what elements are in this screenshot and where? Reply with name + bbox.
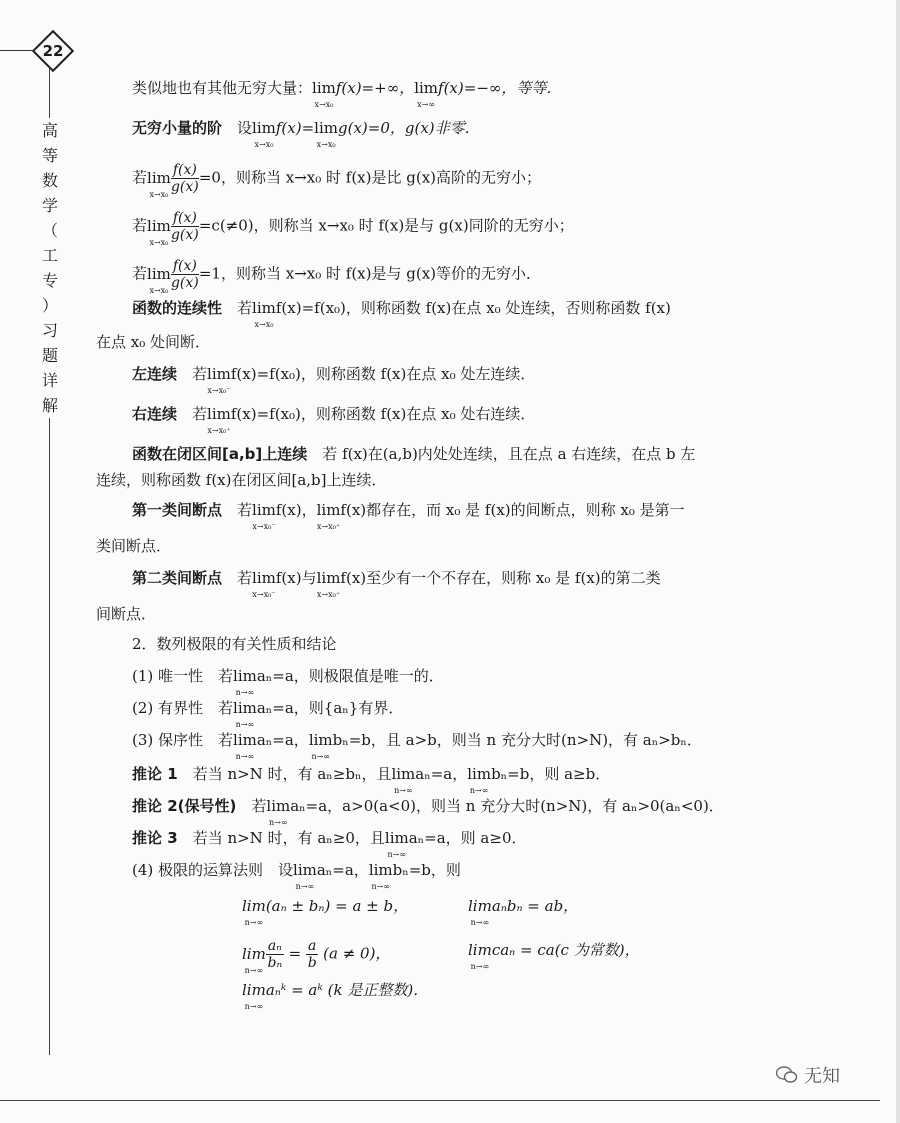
- formula: lim n→∞ aₙᵏ = aᵏ (k 是正整数)．: [242, 981, 429, 1011]
- page-edge: [896, 0, 900, 1123]
- section-heading: 2．数列极限的有关性质和结论: [132, 635, 337, 653]
- watermark: [776, 1062, 840, 1088]
- side-char: 解: [41, 396, 58, 415]
- side-book-title: [40, 118, 60, 418]
- watermark-text: 无知: [804, 1066, 840, 1087]
- footer-rule: [0, 1100, 880, 1101]
- side-char: 详: [41, 371, 58, 390]
- text-line: 右连续 若lim x→x₀⁺ f(x)=f(x₀)，则称函数 f(x)在点 x₀ 处右连续．: [132, 405, 536, 435]
- formula: lim n→∞ $\frac{\text{aₙ}}{\text{bₙ}}$ = $\frac{a}{b}$ (a ≠ 0)，: [242, 938, 391, 975]
- side-char: 高: [41, 121, 58, 140]
- side-char: ）: [41, 296, 58, 315]
- side-char: （: [41, 221, 58, 240]
- formula: lim n→∞ aₙbₙ = ab，: [468, 897, 579, 927]
- formula: lim n→∞ caₙ = ca(c 为常数)，: [468, 941, 640, 971]
- formula: lim n→∞ (aₙ ± bₙ) = a ± b，: [242, 897, 409, 927]
- text-line: 函数在闭区间[a,b]上连续 若 f(x)在(a,b)内处处连续，且在点 a 右连续，在点 b 左: [132, 445, 696, 463]
- text-line: 左连续 若lim x→x₀⁻ f(x)=f(x₀)，则称函数 f(x)在点 x₀ 处左连续．: [132, 365, 536, 395]
- text-line: 在点 x₀ 处间断．: [96, 333, 211, 351]
- text-line: 间断点．: [96, 605, 157, 623]
- side-char: 工: [41, 246, 58, 265]
- text-line: 若lim x→x₀ $\frac{f(x)}{g(x)}$ =1，则称当 x→x₀ 时 f(x)是与 g(x)等价的无穷小．: [132, 258, 542, 295]
- wechat-icon: [776, 1066, 798, 1084]
- page-number: 22: [42, 42, 64, 60]
- text-line: 无穷小量的阶 设lim x→x₀ f(x)=lim x→x₀ g(x)=0，g(x)非零．: [132, 119, 480, 149]
- side-char: 学: [41, 196, 58, 215]
- text-line: 第一类间断点 若lim x→x₀⁻ f(x)，lim x→x₀⁺ f(x)都存在，而 x₀ 是 f(x)的间断点，则称 x₀ 是第一: [132, 501, 685, 531]
- side-char: 等: [41, 146, 58, 165]
- text-line: (4) 极限的运算法则 设lim n→∞ aₙ=a，lim n→∞ bₙ=b，则: [132, 861, 461, 891]
- text-line: 推论 1 若当 n>N 时，有 aₙ≥bₙ，且lim n→∞ aₙ=a，lim n→∞ bₙ=b，则 a≥b．: [132, 765, 611, 795]
- text-line: 第二类间断点 若lim x→x₀⁻ f(x)与lim x→x₀⁺ f(x)至少有一个不存在，则称 x₀ 是 f(x)的第二类: [132, 569, 661, 599]
- text-line: 若lim x→x₀ $\frac{f(x)}{g(x)}$ =c(≠0)，则称当 x→x₀ 时 f(x)是与 g(x)同阶的无穷小；: [132, 210, 574, 247]
- text-line: 若lim x→x₀ $\frac{f(x)}{g(x)}$ =0，则称当 x→x₀ 时 f(x)是比 g(x)高阶的无穷小；: [132, 162, 542, 199]
- text-line: 类间断点．: [96, 537, 172, 555]
- text-line: 推论 3 若当 n>N 时，有 aₙ≥0，且lim n→∞ aₙ=a，则 a≥0．: [132, 829, 527, 859]
- text-line: (2) 有界性 若lim n→∞ aₙ=a，则{aₙ}有界．: [132, 699, 404, 729]
- text-line: 函数的连续性 若lim x→x₀ f(x)=f(x₀)，则称函数 f(x)在点 x₀ 处连续，否则称函数 f(x): [132, 299, 671, 329]
- side-char: 习: [41, 321, 58, 340]
- text-line: (3) 保序性 若lim n→∞ aₙ=a，lim n→∞ bₙ=b，且 a>b，则当 n 充分大时(n>N)，有 aₙ>bₙ．: [132, 731, 702, 761]
- side-char: 专: [41, 271, 58, 290]
- text-line: 推论 2(保号性) 若lim n→∞ aₙ=a，a>0(a<0)，则当 n 充分大时(n>N)，有 aₙ>0(aₙ<0)．: [132, 797, 724, 827]
- text-line: 连续，则称函数 f(x)在闭区间[a,b]上连续．: [96, 471, 387, 489]
- side-char: 题: [41, 346, 58, 365]
- side-char: 数: [41, 171, 58, 190]
- text-line: 类似地也有其他无穷大量：lim x→x₀ f(x)=+∞，lim x→∞ f(x)=−∞，等等．: [132, 79, 562, 109]
- text-line: (1) 唯一性 若lim n→∞ aₙ=a，则极限值是唯一的．: [132, 667, 444, 697]
